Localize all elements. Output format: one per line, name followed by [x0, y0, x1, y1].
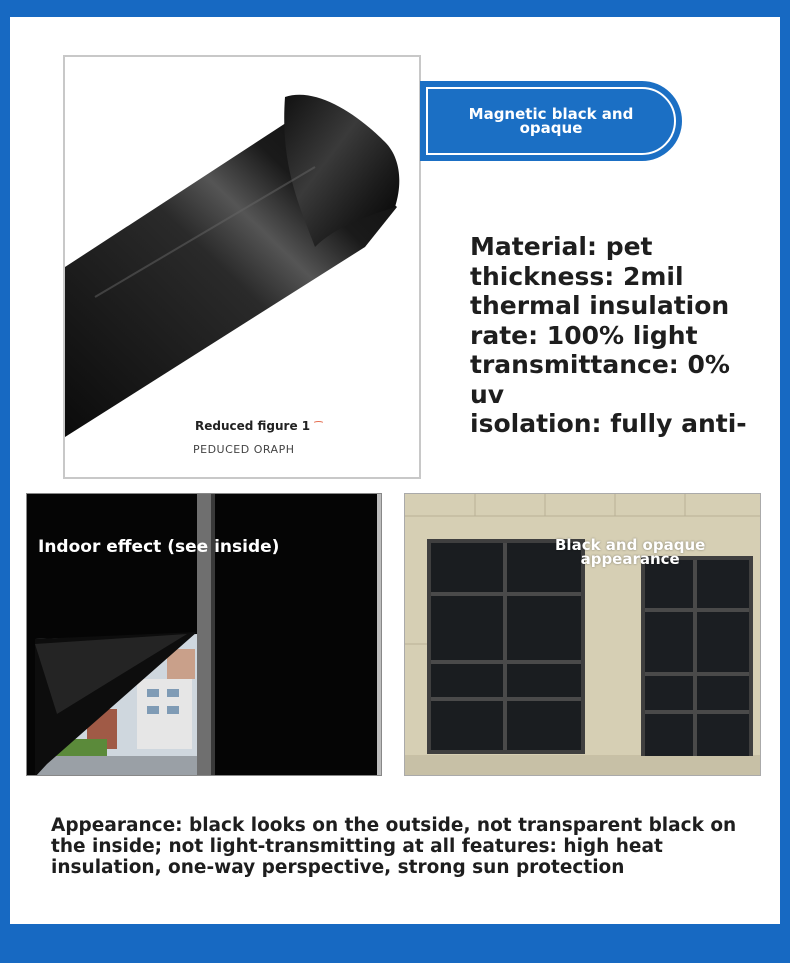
spec-line: thickness: 2mil: [470, 261, 684, 291]
appearance-description: Appearance: black looks on the outside, not transparent black on the inside; not light-transmitting at all features: high heat insulation, one-way perspective, strong sun protection: [51, 815, 737, 878]
spec-line: isolation: fully anti-: [470, 409, 747, 438]
outdoor-appearance-photo: [404, 493, 761, 776]
outdoor-appearance-label: Black and opaque appearance: [555, 536, 706, 568]
product-caption: Reduced figure 1 ⁀: [195, 419, 323, 433]
spec-list: [470, 232, 770, 439]
feature-badge: [420, 81, 682, 161]
indoor-effect-photo: [26, 493, 382, 776]
spec-line: thermal insulation: [470, 291, 730, 320]
spec-line: rate: 100% light: [470, 320, 698, 350]
spec-line: Material: pet: [470, 232, 653, 261]
product-subcaption: PEDUCED ORAPH: [193, 443, 295, 456]
spec-line: transmittance: 0% uv: [470, 350, 730, 409]
product-image-frame: [63, 55, 421, 479]
indoor-effect-label: Indoor effect (see inside): [38, 537, 280, 557]
film-roll-image: [65, 57, 419, 477]
badge-label: Magnetic black and opaque: [468, 105, 634, 137]
